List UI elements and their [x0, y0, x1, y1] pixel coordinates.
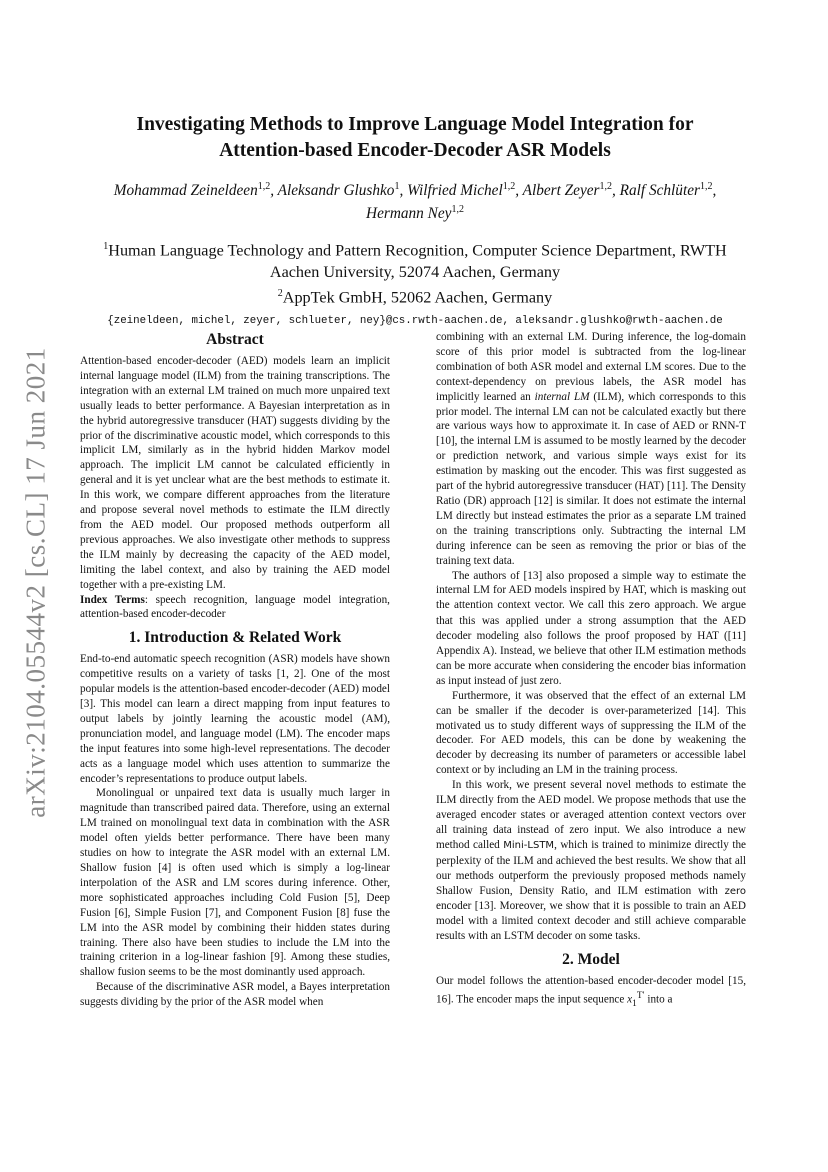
text-run: approach. We argue that this was applied under a strong assumption that the AED decoder modeling also follows the proof proposed by HAT ([11] Appendix A). Instead, we believe that other ILM estimation methods can be more accurate when considering the encoder bias information as input instead of just zero.: [436, 599, 746, 687]
paper-header: [70, 112, 760, 328]
author-name: Aleksandr Glushko: [277, 182, 395, 200]
author-affil-sup: 1,2: [451, 204, 464, 216]
text-run: , which is trained to minimize directly the perplexity of the ILM and achieved the best results. We show that all our methods outperform the previously proposed methods namely Shallow Fusion, Density Ratio, and ILM estimation with: [436, 838, 747, 897]
text-run: encoder [13]. Moreover, we show that it is possible to train an AED model with a limited context decoder and still achieve comparable results with an LSTM decoder on some tasks.: [436, 900, 746, 943]
author-sep: ,: [611, 182, 620, 200]
right-column: [436, 330, 746, 1012]
title-line-1: Investigating Methods to Improve Language Model Integration for: [136, 114, 694, 135]
left-column: [80, 330, 390, 1010]
model-paragraph-1: [436, 974, 746, 1012]
text-run: In this work, we present several novel methods to estimate the ILM directly from the AED model. We propose methods that use the averaged encoder states or averaged attention context vectors over all training data instead of zero input. We also introduce a new method called: [436, 779, 746, 851]
author-sep: ,: [270, 182, 278, 200]
author-name: Wilfried Michel: [407, 182, 503, 200]
affiliation-2: [70, 283, 760, 308]
method-name-zero: zero: [724, 885, 746, 897]
intro-paragraph-2: Monolingual or unpaired text data is usually much larger in magnitude than transcribed paired data. Therefore, using an external LM trained on monolingual text data in combination with the ASR model often yields better performance. There have been many studies on how to integrate the ASR model with an external LM. Shallow fusion [4] is often used which is simply a log-linear interpolation of the ASR and LM scores during inference. Other, more sophisticated approaches including Cold Fusion [5], Deep Fusion [6], Simple Fusion [7], and Component Fusion [8] fuse the LM into the ASR model by combining their hidden states during training. There also have been studies to include the LM into the training criterion in a log-linear fashion [9]. Among these studies, shallow fusion seems to be the most dominantly used approach.: [80, 787, 390, 979]
emphasis-internal-lm: internal LM: [534, 390, 590, 403]
section-1-heading: 1. Introduction & Related Work: [128, 629, 342, 647]
title-line-2: Attention-based Encoder-Decoder ASR Models: [219, 140, 611, 161]
affiliations: [70, 236, 760, 308]
affil-sup: 2: [277, 287, 283, 299]
author-affil-sup: 1,2: [502, 181, 516, 192]
author-list: [70, 177, 760, 223]
text-run: into a: [644, 993, 673, 1006]
affil-sup: 1: [103, 241, 109, 253]
author-name: Mohammad Zeineldeen: [113, 182, 258, 200]
text-run: combining with an external LM. During inference, the log-domain score of this prior model is subtracted from the log-linear combination of both ASR model and external LM scores. Due to the context-dependency on previous labels, the ASR model has implicitly learned an: [436, 331, 746, 403]
affiliation-1-line-1: [70, 236, 760, 261]
author-name: Hermann Ney: [366, 205, 452, 223]
author-sep: ,: [712, 182, 717, 200]
math-subscript: 1: [632, 999, 637, 1010]
author-affil-sup: 1: [394, 181, 400, 192]
affil-text: AppTek GmbH, 52062 Aachen, Germany: [282, 287, 553, 306]
method-name-mini-lstm: Mini-LSTM: [503, 839, 555, 851]
author-affil-sup: 1,2: [257, 181, 271, 192]
author-affil-sup: 1,2: [599, 181, 612, 192]
author-sep: ,: [399, 182, 408, 200]
index-terms-label: Index Terms: [80, 593, 145, 606]
author-sep: ,: [515, 182, 523, 200]
text-run: Our model follows the attention-based encoder-decoder model [15, 16]. The encoder maps the input sequence: [436, 975, 746, 1006]
author-name: Ralf Schlüter: [619, 182, 700, 200]
author-affil-sup: 1,2: [699, 181, 713, 192]
section-2-heading: 2. Model: [562, 951, 620, 969]
intro-paragraph-3-cont: [436, 330, 746, 569]
affil-text: Human Language Technology and Pattern Recognition, Computer Science Department, RWTH: [108, 241, 727, 260]
author-line-1: [70, 177, 760, 200]
intro-paragraph-5: Furthermore, it was observed that the effect of an external LM can be smaller if the decoder is over-parameterized [14]. This motivated us to study different ways of suppressing the ILM of the decoder. For AED models, this can be done by weakening the decoder by decreasing its number of parameters or accessible label context or by including an LM in the training process.: [436, 689, 746, 777]
math-symbol: x: [627, 993, 633, 1006]
method-name-zero: zero: [628, 600, 651, 612]
paper-title: [70, 112, 760, 164]
author-emails: {zeineldeen, michel, zeyer, schlueter, ney}@cs.rwth-aachen.de, aleksandr.glushko@rwth-aachen.de: [107, 314, 723, 327]
affiliation-1-line-2: Aachen University, 52074 Aachen, Germany: [269, 262, 561, 281]
arxiv-identifier: arXiv:2104.05544v2 [cs.CL] 17 Jun 2021: [20, 346, 51, 818]
arxiv-side-stamp: [16, 332, 56, 832]
intro-paragraph-1: End-to-end automatic speech recognition (ASR) models have shown competitive results on a variety of tasks [1, 2]. One of the most popular models is the attention-based encoder-decoder (AED) model [3]. This model can learn a direct mapping from input features to output labels by jointly learning the acoustic model (AM), pronunciation model, and language model (LM). The encoder maps the input features into some high-level representations. The decoder acts as a language model which uses attention to summarize the encoder’s representations to produce output labels.: [80, 653, 390, 785]
intro-paragraph-6: [436, 778, 746, 944]
text-run: The authors of [13] also proposed a simple way to estimate the internal LM for AED models inspired by HAT, which is masking out the attention context vector. We call this: [436, 569, 746, 612]
intro-paragraph-3: Because of the discriminative ASR model, a Bayes interpretation suggests dividing by the prior of the ASR model when: [80, 981, 390, 1009]
author-line-2: [70, 200, 760, 223]
math-superscript: T′: [636, 991, 645, 1002]
index-terms: [80, 593, 390, 623]
author-name: Albert Zeyer: [522, 182, 600, 200]
index-terms-text: : speech recognition, language model integration, attention-based encoder-decoder: [80, 593, 390, 621]
text-run: (ILM), which corresponds to this prior model. The internal LM can not be calculated exactly but there are various ways how to approximate it. In case of AED or RNN-T [10], the internal LM is assumed to be mostly learned by the decoder or prediction network, and various simple ways exist for its estimation by masking out the encoder. This was first suggested as part of the hybrid autoregressive transducer (HAT) [11]. The Density Ratio (DR) approach [12] is similar. It does not estimate the internal LM directly but instead estimates the prior as a separate LM trained on the training transcriptions only. Subtracting the internal LM during inference can be seen as removing the prior or bias of the training text data.: [436, 390, 746, 567]
abstract-text: Attention-based encoder-decoder (AED) models learn an implicit internal language model (ILM) from the training transcriptions. The integration with an external LM trained on much more unpaired text usually leads to better performance. A Bayesian interpretation as in the hybrid autoregressive transducer (HAT) suggests dividing by the prior of the discriminative acoustic model, which corresponds to this implicit LM, similarly as in the hybrid hidden Markov model approach. The implicit LM cannot be calculated efficiently in general and it is yet unclear what are the best methods to estimate it. In this work, we compare different approaches from the literature and propose several novel methods to estimate the ILM directly from the AED model. Our proposed methods outperform all previous approaches. We also investigate other methods to suppress the ILM mainly by decreasing the capacity of the AED model, limiting the label context, and also by training the AED model together with a pre-existing LM.: [80, 355, 390, 591]
intro-paragraph-4: [436, 569, 746, 689]
abstract-heading: Abstract: [206, 331, 264, 348]
